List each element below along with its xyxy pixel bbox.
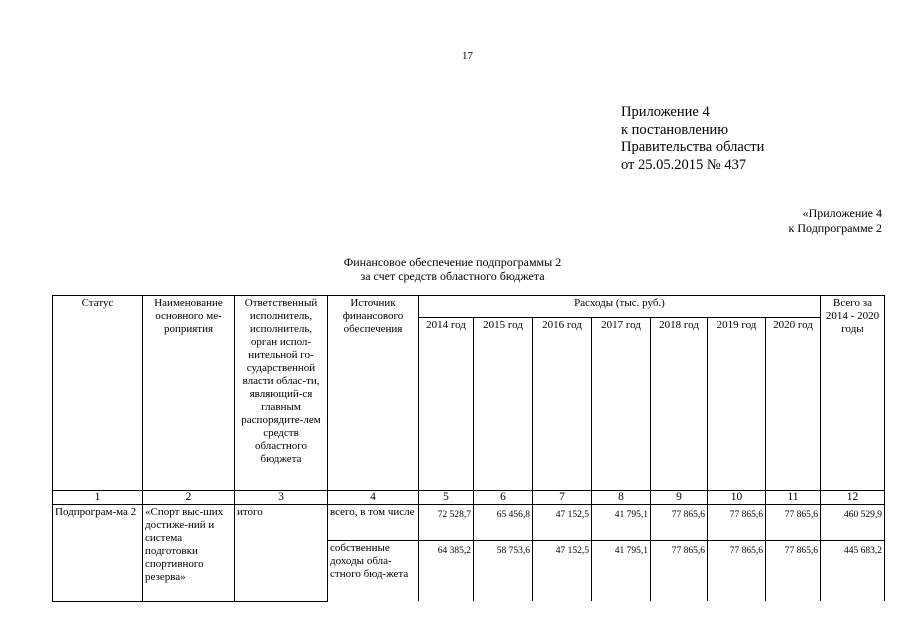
column-number: 10 <box>708 491 766 505</box>
header-year: 2017 год <box>592 318 651 491</box>
column-number: 11 <box>766 491 821 505</box>
cell-value: 77 865,6 <box>766 505 821 541</box>
page-number: 17 <box>462 50 473 62</box>
header-year: 2020 год <box>766 318 821 491</box>
appendix-block <box>621 104 764 174</box>
appendix-line: от 25.05.2015 № 437 <box>621 156 747 173</box>
column-number: 9 <box>651 491 708 505</box>
header-expenses: Расходы (тыс. руб.) <box>419 296 821 318</box>
sub-appendix-line: «Приложение 4 <box>802 206 882 220</box>
header-year: 2016 год <box>533 318 592 491</box>
table-row <box>53 505 885 541</box>
finance-table <box>52 295 885 602</box>
cell-total: 460 529,9 <box>821 505 885 541</box>
column-number: 4 <box>328 491 419 505</box>
cell-total: 445 683,2 <box>821 541 885 602</box>
title-line: Финансовое обеспечение подпрограммы 2 <box>343 255 562 269</box>
column-number: 6 <box>474 491 533 505</box>
cell-value: 47 152,5 <box>533 505 592 541</box>
header-year: 2014 год <box>419 318 474 491</box>
header-event: Наименование основного ме-роприятия <box>143 296 235 491</box>
header-total: Всего за 2014 - 2020 годы <box>821 296 885 491</box>
cell-source: собственные доходы обла-стного бюд-жета <box>328 541 419 602</box>
cell-value: 47 152,5 <box>533 541 592 602</box>
appendix-line: Приложение 4 <box>621 104 710 120</box>
cell-value: 77 865,6 <box>651 541 708 602</box>
header-responsible: Ответственный исполнитель, исполнитель, орган испол-нительной го-сударственной власти облас-ти, являющий-ся главным распорядите-лем средств областного бюджета <box>235 296 328 491</box>
cell-source: всего, в том числе <box>328 505 419 541</box>
cell-value: 77 865,6 <box>766 541 821 602</box>
header-source: Источник финансового обеспечения <box>328 296 419 491</box>
cell-value: 77 865,6 <box>651 505 708 541</box>
sub-appendix-block <box>789 206 882 236</box>
column-number: 12 <box>821 491 885 505</box>
cell-status: Подпрограм-ма 2 <box>53 505 143 602</box>
column-number: 2 <box>143 491 235 505</box>
appendix-line: Правительства области <box>621 139 765 155</box>
column-number: 5 <box>419 491 474 505</box>
document-title <box>0 255 905 283</box>
cell-value: 77 865,6 <box>708 541 766 602</box>
header-status: Статус <box>53 296 143 491</box>
cell-value: 41 795,1 <box>592 541 651 602</box>
header-year: 2018 год <box>651 318 708 491</box>
cell-value: 64 385,2 <box>419 541 474 602</box>
cell-responsible: итого <box>235 505 328 602</box>
cell-value: 58 753,6 <box>474 541 533 602</box>
cell-value: 77 865,6 <box>708 505 766 541</box>
title-line: за счет средств областного бюджета <box>360 269 545 283</box>
column-number: 8 <box>592 491 651 505</box>
header-year: 2019 год <box>708 318 766 491</box>
appendix-line: к постановлению <box>621 121 729 138</box>
sub-appendix-line: к Подпрограмме 2 <box>788 221 882 235</box>
cell-value: 72 528,7 <box>419 505 474 541</box>
column-number: 1 <box>53 491 143 505</box>
header-year: 2015 год <box>474 318 533 491</box>
cell-event: «Спорт выс-ших достиже-ний и система подготовки спортивного резерва» <box>143 505 235 602</box>
column-number: 3 <box>235 491 328 505</box>
cell-value: 65 456,8 <box>474 505 533 541</box>
cell-value: 41 795,1 <box>592 505 651 541</box>
column-number: 7 <box>533 491 592 505</box>
